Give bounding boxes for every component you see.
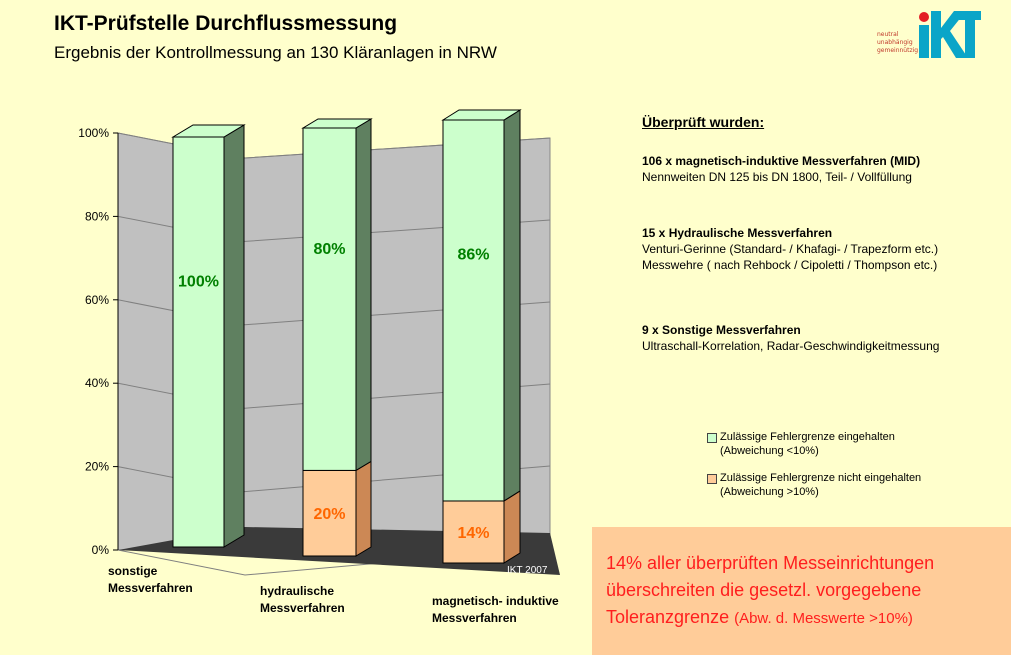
page-subtitle: Ergebnis der Kontrollmessung an 130 Kläranlagen in NRW <box>54 43 497 62</box>
legend-label: Zulässige Fehlergrenze eingehalten (Abweichung <10%) <box>720 431 895 457</box>
y-tick-label: 60% <box>84 292 109 307</box>
info-group-other <box>642 322 939 354</box>
info-group-title: 15 x Hydraulische Messverfahren <box>642 226 833 240</box>
data-label: 20% <box>313 506 346 524</box>
bar-segment <box>173 137 224 547</box>
info-group-line: Ultraschall-Korrelation, Radar-Geschwindigkeitmessung <box>642 339 940 353</box>
info-group-line: Venturi-Gerinne (Standard- / Khafagi- / Trapezform etc.) <box>642 242 939 256</box>
x-category-label: sonstige <box>108 564 158 578</box>
info-group-line: Nennweiten DN 125 bis DN 1800, Teil- / Vollfüllung <box>642 170 912 184</box>
bar-side <box>356 119 371 470</box>
x-category-label: magnetisch- induktive <box>432 594 559 608</box>
callout-line-1: 14% aller überprüften Messeinrichtungen <box>606 553 935 573</box>
info-group-line: Messwehre ( nach Rehbock / Cipoletti / Thompson etc.) <box>642 258 938 272</box>
bar-side <box>356 461 371 556</box>
callout-line-2: überschreiten die gesetzl. vorgegebene <box>606 580 922 600</box>
y-tick-label: 0% <box>91 543 109 557</box>
bar-segment <box>443 120 504 501</box>
info-heading: Überprüft wurden: <box>642 114 765 130</box>
callout-box <box>592 527 1011 655</box>
bar-segment <box>303 128 356 470</box>
x-category-label: Messverfahren <box>260 601 345 615</box>
data-label: 14% <box>457 524 490 542</box>
x-category-label: Messverfahren <box>432 611 517 625</box>
callout-line-3: Toleranzgrenze (Abw. d. Messwerte >10%) <box>606 607 913 627</box>
data-label: 100% <box>178 273 219 291</box>
legend-swatch-orange <box>707 474 717 484</box>
x-category-label: hydraulische <box>260 584 335 598</box>
logo-line-3: gemeinnützig <box>877 47 919 54</box>
bar-side <box>504 491 520 563</box>
bar-side <box>224 125 244 547</box>
chart-watermark: IKT 2007 <box>507 565 548 576</box>
legend-swatch-green <box>707 433 717 443</box>
info-group-title: 106 x magnetisch-induktive Messverfahren (MID) <box>642 154 921 168</box>
info-group-mid <box>642 153 920 185</box>
y-tick-label: 100% <box>78 126 109 140</box>
y-tick-label: 20% <box>84 459 109 474</box>
page-title: IKT-Prüfstelle Durchflussmessung <box>54 12 398 35</box>
y-tick-label: 40% <box>84 376 109 391</box>
bar-side <box>504 110 520 501</box>
info-group-hydraulic <box>642 225 938 273</box>
x-category-label: Messverfahren <box>108 581 193 595</box>
data-label: 80% <box>313 240 346 258</box>
y-tick-label: 80% <box>84 209 109 224</box>
logo-line-2: unabhängig <box>877 39 913 46</box>
data-label: 86% <box>457 246 490 264</box>
logo-line-1: neutral <box>877 31 899 38</box>
legend-label: Zulässige Fehlergrenze nicht eingehalten (Abweichung >10%) <box>720 472 922 498</box>
info-group-title: 9 x Sonstige Messverfahren <box>642 323 801 337</box>
